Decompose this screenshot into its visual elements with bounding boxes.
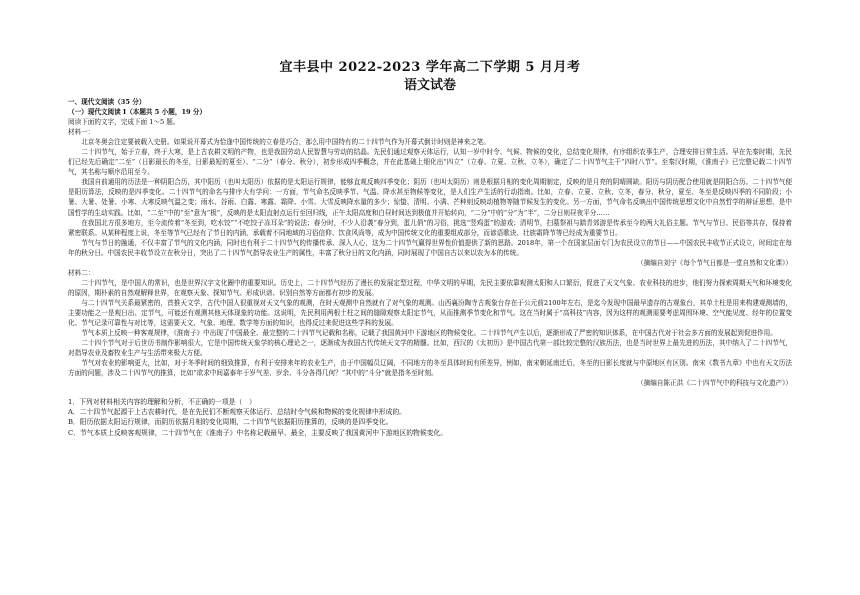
material2-source: （摘编自陈正洪《二十四节气中的科技与文化遗产》） <box>637 379 792 388</box>
question-option-b: B．阳历依据太阳运行规律，而阴历依据月相的变化周期，二十四节气依据阳历推算的，反映的是四季变化。 <box>68 418 393 427</box>
material1-paragraph: 二十四节气，始于立春，终于大寒，是上古农耕文明的产物，也是我国劳动人民智慧与劳动的结晶。先民们通过观察天体运行，认知一岁中时令、气候、物候的变化，总结变化规律，有序组织农事生产，合理安排日常生活。早在先秦时期，先民们已经先后确定“二至”（日影最长的冬至，日影最短的夏至）、“二分”（春分、秋分），初步形成四季概念，并在此基础上细化出“四立”（立春、立夏、立秋、立冬），确定了二十四节气主干“四时八节”。至秦汉时期，《淮南子》已完整记载二十四节气，其名称与顺序沿用至今。 <box>68 148 792 177</box>
material1-paragraph: 我国自前通用的历法是一种阴阳合历，其中阳历（也叫太阳历）依据的是太阳运行规律，能够直观反映四季变化；阴历（也叫太阴历）则是根据月相的变化周期制定，反映的是月亮的阴晴圆缺。阳历与阴历配合使用就是阴阳合历。二十四节气便是阳历算法，反映的是四季变化。二十四节气的命名与排序大有学问：一方面，节气命名反映季节、气温、降水甚至物候等变化，是人们生产生活的行动指南。比如，立春、立夏、立秋、立冬，春分、秋分，夏至、冬至是反映四季的不同阶段；小暑、大暑、处暑、小寒、大寒反映气温之变；雨水、谷雨、白露、寒露、霜降、小雪、大雪反映降水量的多少；惊蛰、清明、小满、芒种则反映动植物等随节候发生的变化。另一方面，节气命名反映出中国传统思想文化中自然哲学的辩证思想，是中国哲学的生动实践。比如，“二至”中的“至”意为“极”，反映的是太阳直射点运行至回归线，正午太阳高度和白昼时间达到极值并开始转向，“二分”中的“分”为“半”，二分日则昼夜平分…… <box>68 178 792 217</box>
section-heading: 一、现代文阅读（35 分） <box>68 98 146 106</box>
exam-subtitle: 语文试卷 <box>403 78 456 93</box>
instruction-text: 阅读下面的文字，完成下面 1～5 题。 <box>68 118 180 127</box>
sub-section-heading: （一）现代文阅读 I（本题共 5 小题，19 分） <box>68 108 207 117</box>
material2-paragraph: 节气本质上反映一种客观规律，《淮南子》中出现了中国最全、最完整的二十四节气记载和名称，记载了我国黄河中下游地区的物候变化。二十四节气产生以后，逐渐形成了严密的知识体系，在中国古代对于社会多方面的发展起到促进作用。 <box>81 329 777 338</box>
material1-paragraph: 节气与节日的融通，不仅丰富了节气的文化内涵，同时也有利于二十四节气的传播传承、深入人心，这为二十四节气赢得世界性价值提供了新的思路。2018年，第一个在国家层面专门为农民设立的节日——中国农民丰收节正式设立，时间定在每年的秋分日。中国农民丰收节设立在秋分日，突出了二十四节气指导农业生产的属性，丰富了秋分日的文化内涵，同时展现了中国自古以来以农为本的传统。 <box>68 238 792 257</box>
question-option-a: A．二十四节气起源于上古农耕时代，是在先民们不断观察天体运行、总结时令气候和物候的变化规律中形成的。 <box>68 408 406 417</box>
question-stem: 1．下列对材料相关内容的理解和分析，不正确的一项是（ ） <box>68 398 256 407</box>
material1-paragraph: 北京冬奥会注定要被载入史册。如果说开幕式为恰逢中国传统的立春是巧合，那么用中国特有的二十四节气作为开幕式倒计时则是神来之笔。 <box>81 138 490 147</box>
material1-paragraph: 在我国北方很多地方，至今流传着“冬至到，吃水饺”“不吃饺子冻耳朵”的说法；春分时，不少人沿袭“春分到，蛋儿俏”的习俗，挑选“竖鸡蛋”的游戏；清明节，扫墓祭祖与踏青郊游是传承至今的两大礼俗主题。节气与节日、民俗等共存，保持着紧密联系。从某种程度上说，冬至等节气已经有了节日的内涵，承载着不同地域的习俗信仰、饮食风尚等，成为中国传统文化的重要组成部分，而谚语歌诀、壮族霜降节等已经成为重要节日。 <box>68 218 792 237</box>
material1-label: 材料一： <box>68 128 95 137</box>
question-option-c: C．节气本质上反映客观规律，二十四节气在《淮南子》中名称记载最早、最全，主要反映了我国黄河中下游地区的物候变化。 <box>68 428 448 437</box>
material2-paragraph: 二十四节气，是中国人的常识，也是世界汉字文化圈中的重要知识。历史上，二十四节气经历了漫长的发展定型过程，中华文明的早期，先民主要依靠观测太阳和人口繁衍，促进了天文气象、农业科技的进步，他们努力探索周期天气和环境变化的原因，期朴素的自然观解释世界，在观察天象、探知节气、形成识谱、识别自然等方面都有初步的发展。 <box>68 278 792 297</box>
material2-paragraph: 二十四个节气对于后世历书制作影响很大，它是中国传统天象学的核心理论之一，逐渐成为我国古代传统天文学的精髓。比如，西汉的《太初历》是中国古代第一部比较完整的汉族历法，也是当时世界上最先进的历法，其中纳入了二十四节气，对指导农业及畜牧业生产与生活带来极大方便。 <box>68 339 792 358</box>
exam-content <box>68 97 792 438</box>
material2-paragraph: 与二十四节气关系最紧密的，首推天文学，古代中国人很重视对天文气象的观测，在时天观测中自然就有了对气象的观测。山西襄汾陶寺古观象台存在于公元前2100年左右，是迄今发现中国最早遗存的古观象台，其单土柱是用来构建观测墙的，主要功能之一是观日出、定节气，可能还有观测其他天体现象的功能。这说明，先民利用两根土柱之间的缝隙观察太阳定节气，从而推测季节变化和节气。这在当时属于“高科技”内容，因为这样的观测需要考虑周围环境、空气能见度、经年的位置变化、节气记录可靠性与对比等，这需要天文、气象、地理、数学等方面的知识，也得反过来促进这些学科的发展。 <box>68 298 792 328</box>
material2-label: 材料二： <box>68 268 95 277</box>
exam-title: 宜丰县中 2022-2023 学年高二下学期 5 月月考 <box>279 60 581 75</box>
material2-paragraph: 节气对农业的影响更大，比如，对于冬季时间的细致推算，有利于安排来年的农业生产，由于中国幅员辽阔，不同地方的冬至具体时间有所差异，例如，南宋朝延南迁后，冬至的日影长度就与中原地区有区别。南宋《数书九章》中也有天文历法方面的问题，涉及二十四节气的推算，比如“欲求中间嘉泰年于岁气差、岁余、斗分各得几何？”其中的“斗分”就是指冬至时刻。 <box>68 359 792 378</box>
material1-source: （摘编自刘宁《每个节气日都是一堂自然和文化课》） <box>637 258 792 267</box>
